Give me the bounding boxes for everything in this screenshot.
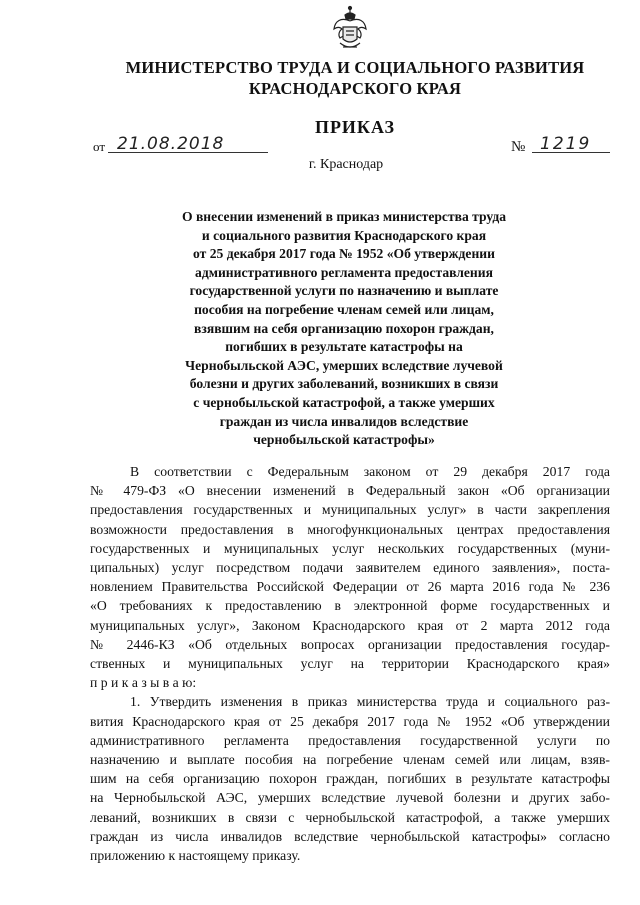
title-line: и социального развития Краснодарского края [201, 227, 487, 243]
body-line-decree: п р и к а з ы в а ю: [90, 675, 197, 691]
body-line: леваний, возникших в связи с чернобыльской катастрофой, а также умерших [90, 809, 610, 825]
body-line: ципальных) услуг посредством подачи заявителем единого заявления», поста- [90, 560, 610, 576]
title-line: граждан из числа инвалидов вследствие [219, 413, 469, 429]
document-type: ПРИКАЗ [314, 117, 396, 137]
body-line: № 479-ФЗ «О внесении изменений в Федеральный закон «Об организации [90, 483, 610, 499]
body-line: муниципальных услуг», Законом Краснодарского края от 2 марта 2012 года [90, 617, 610, 633]
body-line: 1. Утвердить изменения в приказ министерства труда и социального раз- [130, 694, 610, 710]
title-line: О внесении изменений в приказ министерства труда [181, 209, 507, 224]
number-value: 1219 [540, 134, 592, 154]
body-line: предоставления государственных и муниципальных услуг» в части закрепления [90, 502, 610, 518]
coat-of-arms-emblem-icon [331, 5, 369, 53]
title-line: с чернобыльской катастрофой, а также умерших [193, 394, 495, 410]
body-line: В соответствии с Федеральным законом от 29 декабря 2017 года [130, 464, 610, 479]
body-line: административного регламента предоставления государственной услуги по [90, 732, 610, 748]
order-title [170, 208, 518, 450]
city: г. Краснодар [308, 157, 384, 172]
title-line: болезни и других заболеваний, возникших в связи [189, 376, 499, 392]
body-line: государственных и муниципальных услуг нескольких государственных (муни- [90, 540, 610, 556]
title-line: пособия на погребение членам семей или лицам, [194, 301, 494, 317]
title-line: административного регламента предоставления [195, 264, 493, 280]
body-line: возможности предоставления в многофункциональных центрах предоставления [90, 521, 610, 537]
body-line: граждан из числа инвалидов вследствие чернобыльской катастрофы» согласно [90, 828, 610, 844]
title-line: государственной услуги по назначению и выплате [189, 283, 499, 299]
number-label: № [511, 139, 526, 155]
body-line: № 2446-КЗ «Об отдельных вопросах организации предоставления государ- [90, 636, 610, 652]
ministry-name [0, 57, 640, 99]
title-line: Чернобыльской АЭС, умерших вследствие лучевой [185, 357, 503, 373]
date-value: 21.08.2018 [117, 134, 225, 154]
ministry-name-line: КРАСНОДАРСКОГО КРАЯ [248, 79, 462, 98]
body-line: «О требованиях к предоставлению в электронной форме государственных и [90, 598, 610, 614]
date-label: от [93, 139, 106, 154]
title-line: чернобыльской катастрофы» [253, 432, 435, 448]
title-line: от 25 декабря 2017 года № 1952 «Об утверждении [193, 246, 495, 262]
body-line: шим на себя организацию похорон граждан, погибших в результате катастрофы [90, 771, 610, 787]
order-body [90, 462, 610, 865]
title-line: погибших в результате катастрофы на [225, 339, 463, 355]
ministry-name-line: МИНИСТЕРСТВО ТРУДА И СОЦИАЛЬНОГО РАЗВИТИЯ [125, 58, 585, 77]
body-line: вития Краснодарского края от 25 декабря 2017 года № 1952 «Об утверждении [90, 713, 610, 729]
body-line: приложению к настоящему приказу. [90, 848, 301, 864]
title-line: взявшим на себя организацию похорон граждан, [194, 320, 494, 336]
body-line: назначению и выплате пособия на погребение членам семей или лицам, взяв- [90, 752, 610, 768]
body-line: новлением Правительства Российской Федерации от 26 марта 2016 года № 236 [90, 579, 610, 595]
body-line: на Чернобыльской АЭС, умерших вследствие лучевой болезни и других забо- [90, 790, 610, 806]
body-line: ственных и муниципальных услуг на территории Краснодарского края» [90, 656, 610, 672]
